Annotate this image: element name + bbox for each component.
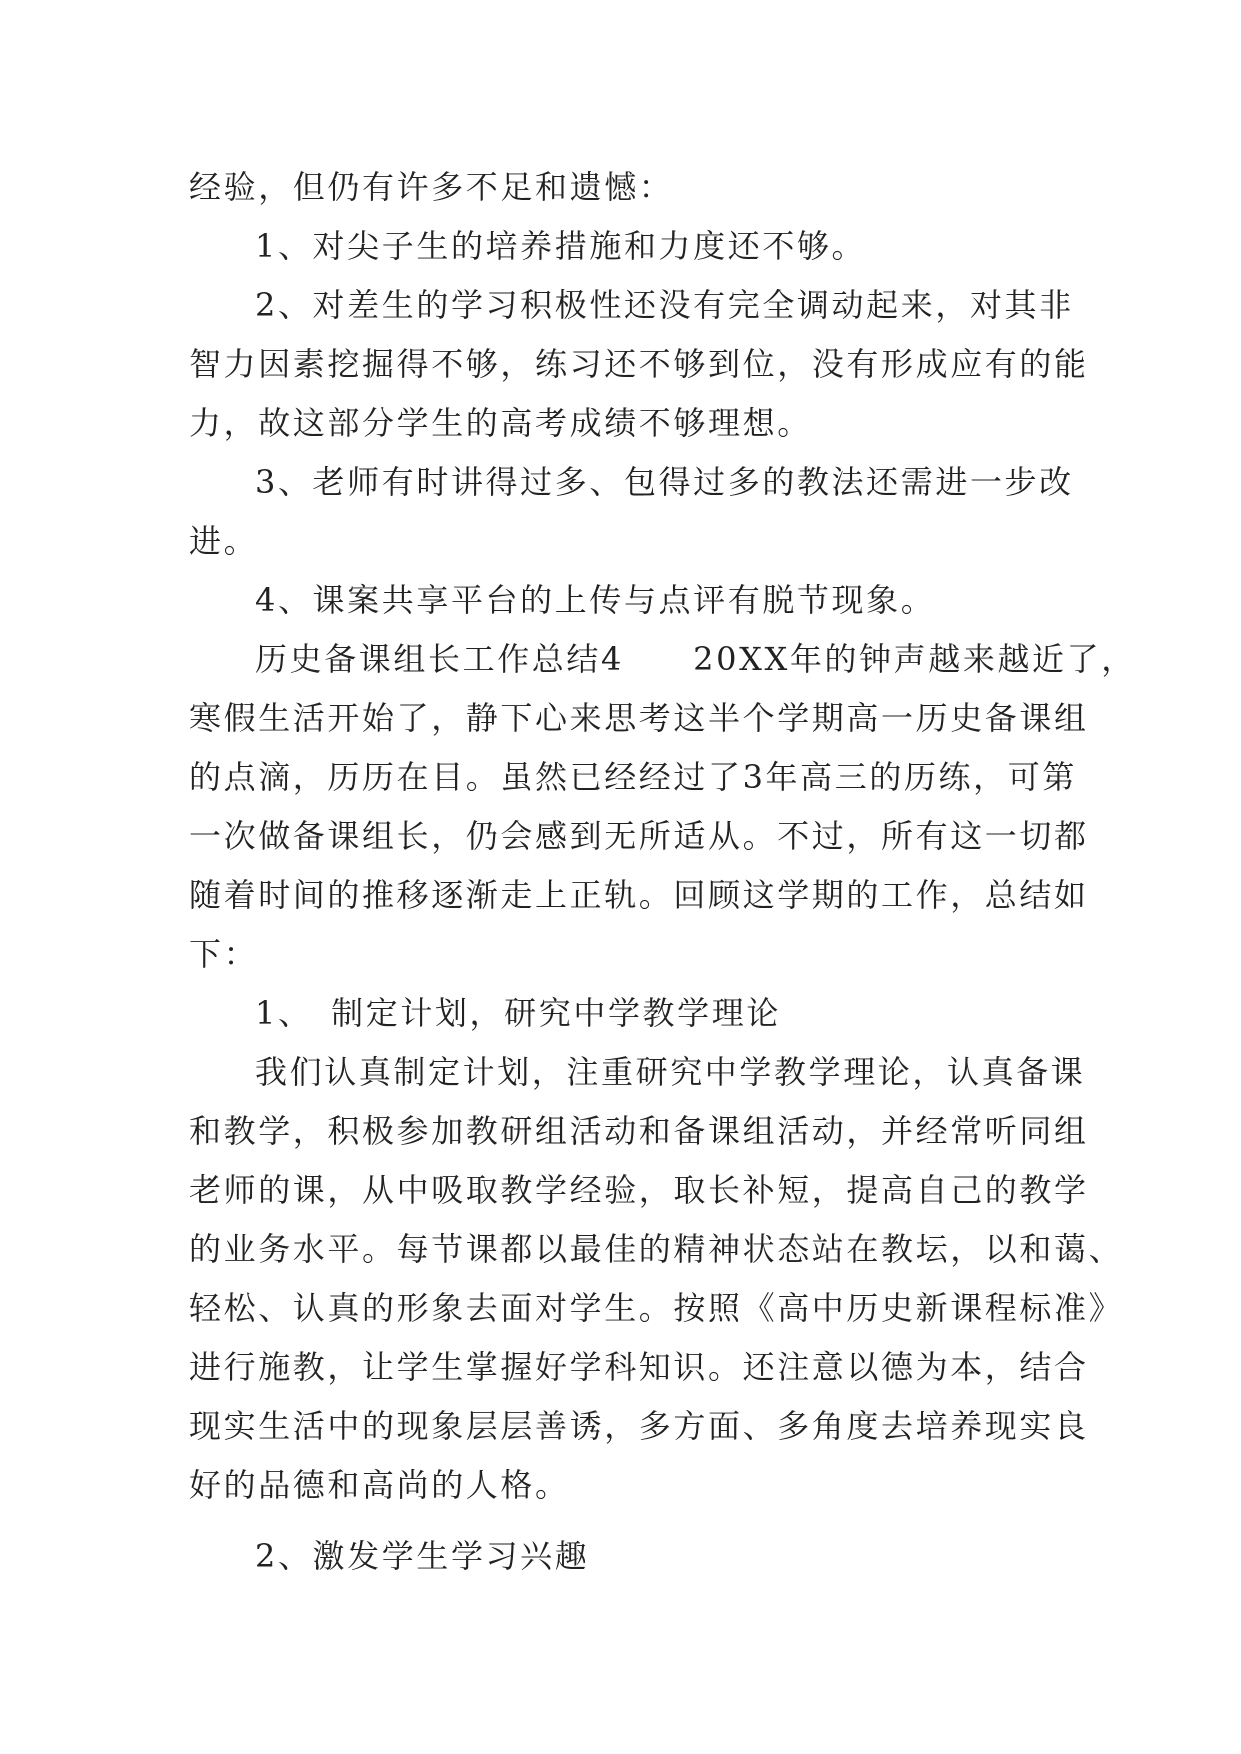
text-line: 力，故这部分学生的高考成绩不够理想。 (189, 404, 812, 442)
section-title-line: 历史备课组长工作总结4 20XX年的钟声越来越近了， (255, 640, 1136, 678)
text-line: 老师的课，从中吸取教学经验，取长补短，提高自己的教学 (189, 1171, 1089, 1209)
subheading: 1、 制定计划，研究中学教学理论 (255, 994, 781, 1032)
text-line: 经验，但仍有许多不足和遗憾： (189, 168, 674, 206)
text-line: 和教学，积极参加教研组活动和备课组活动，并经常听同组 (189, 1112, 1089, 1150)
list-item: 2、对差生的学习积极性还没有完全调动起来，对其非 (255, 286, 1074, 324)
text-line: 的业务水平。每节课都以最佳的精神状态站在教坛，以和蔼、 (189, 1230, 1124, 1268)
list-item: 3、老师有时讲得过多、包得过多的教法还需进一步改 (255, 463, 1074, 501)
text-line: 我们认真制定计划，注重研究中学教学理论，认真备课 (255, 1053, 1086, 1091)
subheading: 2、激发学生学习兴趣 (255, 1537, 590, 1575)
text-line: 好的品德和高尚的人格。 (189, 1466, 570, 1504)
text-line: 寒假生活开始了，静下心来思考这半个学期高一历史备课组 (189, 699, 1089, 737)
list-item: 1、对尖子生的培养措施和力度还不够。 (255, 227, 867, 265)
list-item: 4、课案共享平台的上传与点评有脱节现象。 (255, 581, 936, 619)
text-line: 现实生活中的现象层层善诱，多方面、多角度去培养现实良 (189, 1407, 1089, 1445)
text-line: 进行施教，让学生掌握好学科知识。还注意以德为本，结合 (189, 1348, 1089, 1386)
text-line: 一次做备课组长，仍会感到无所适从。不过，所有这一切都 (189, 817, 1089, 855)
text-line: 轻松、认真的形象去面对学生。按照《高中历史新课程标准》 (189, 1289, 1124, 1327)
text-line: 随着时间的推移逐渐走上正轨。回顾这学期的工作，总结如 (189, 876, 1089, 914)
text-line: 进。 (189, 522, 259, 560)
text-line: 的点滴，历历在目。虽然已经经过了3年高三的历练，可第 (189, 758, 1077, 796)
text-line: 下： (189, 935, 259, 973)
text-line: 智力因素挖掘得不够，练习还不够到位，没有形成应有的能 (189, 345, 1089, 383)
